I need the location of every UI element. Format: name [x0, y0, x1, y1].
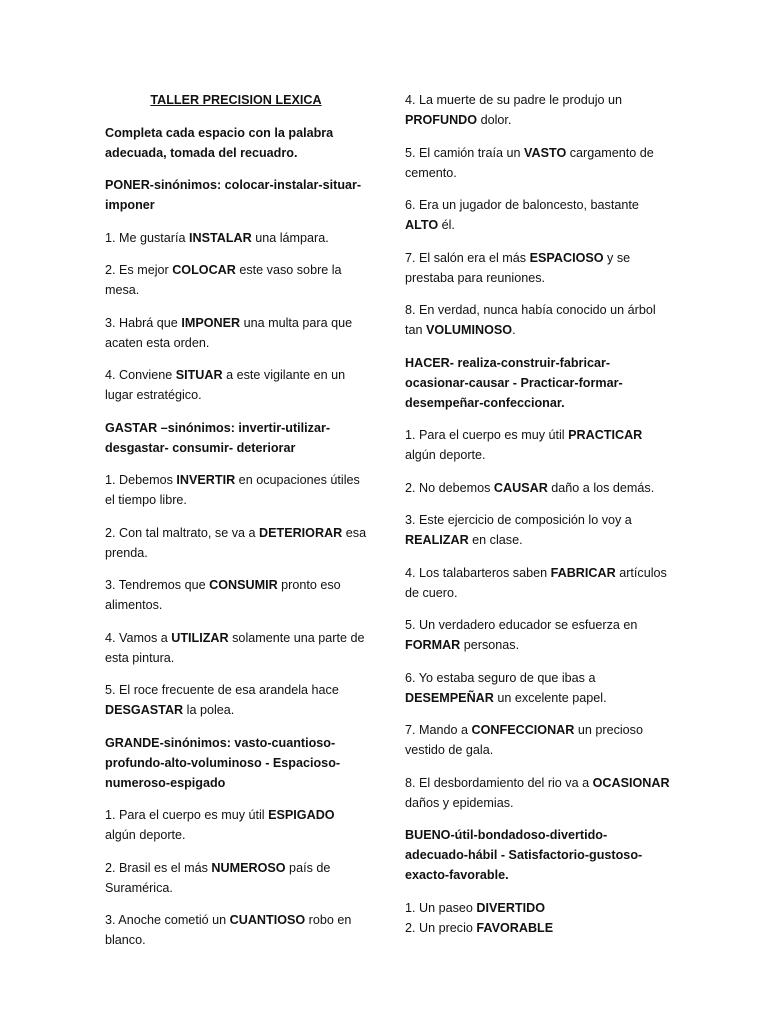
paragraph-text: cargamento de cemento. — [405, 145, 654, 180]
paragraph-text: la polea. — [183, 703, 235, 717]
answer-word: FAVORABLE — [476, 920, 554, 935]
exercise-paragraph — [105, 470, 367, 510]
answer-word: DESGASTAR — [105, 703, 184, 717]
paragraph-text: . — [512, 323, 516, 337]
exercise-paragraph — [405, 563, 670, 603]
paragraph-text: en ocupaciones útiles el tiempo libre. — [105, 473, 360, 507]
answer-word: ESPIGADO — [268, 808, 335, 822]
paragraph-text: 1. Para el cuerpo es muy útil — [405, 428, 569, 442]
exercise-paragraph — [105, 680, 367, 720]
exercise-paragraph — [405, 918, 670, 938]
answer-word: INSTALAR — [189, 230, 252, 245]
paragraph-text: 4. Conviene — [105, 368, 176, 382]
answer-word: FORMAR — [405, 638, 461, 652]
paragraph-text: un precioso vestido de gala. — [405, 723, 643, 757]
answer-word: CONSUMIR — [209, 578, 278, 592]
answer-word: PROFUNDO — [405, 113, 478, 127]
answer-word: UTILIZAR — [171, 630, 229, 645]
answer-word: ESPACIOSO — [529, 250, 604, 265]
answer-word: Completa cada espacio con la palabra adecuada, tomada del recuadro. — [105, 125, 334, 160]
answer-word: CAUSAR — [493, 480, 548, 495]
exercise-paragraph — [105, 123, 367, 163]
paragraph-text: 3. Tendremos que — [105, 578, 210, 592]
paragraph-text: solamente una parte de esta pintura. — [105, 630, 365, 665]
paragraph-text: 2. Es mejor — [105, 263, 173, 277]
paragraph-text: 4. Vamos a — [105, 630, 172, 645]
answer-word: HACER- realiza-construir-fabricar-ocasionar-causar - Practicar-formar-desempeñar-confeccionar. — [405, 355, 623, 410]
paragraph-text: 8. En verdad, nunca había conocido un árbol tan — [405, 303, 656, 337]
paragraph-text: a este vigilante en un lugar estratégico. — [105, 368, 346, 402]
paragraph-text: 1. Para el cuerpo es muy útil — [105, 808, 269, 822]
exercise-paragraph — [405, 773, 670, 813]
answer-word: FABRICAR — [550, 565, 616, 580]
paragraph-text: 8. El desbordamiento del rio va a — [405, 775, 593, 790]
answer-word: GASTAR –sinónimos: invertir-utilizar-desgastar- consumir- deteriorar — [105, 420, 331, 455]
paragraph-text: 2. Brasil es el más — [105, 860, 212, 875]
paragraph-text: robo en blanco. — [105, 913, 352, 947]
exercise-paragraph — [405, 825, 670, 885]
answer-word: DETERIORAR — [259, 525, 343, 540]
exercise-paragraph — [405, 195, 670, 235]
paragraph-text: 5. El camión traía un — [405, 145, 525, 160]
paragraph-text: 7. Mando a — [405, 723, 472, 737]
paragraph-text: 1. Debemos — [105, 473, 177, 487]
paragraph-text: algún deporte. — [405, 448, 486, 462]
exercise-paragraph — [105, 313, 367, 353]
paragraph-text: 5. Un verdadero educador se esfuerza en — [405, 618, 638, 632]
answer-word: CONFECCIONAR — [471, 723, 575, 737]
exercise-paragraph — [105, 805, 367, 845]
paragraph-text: 7. El salón era el más — [405, 250, 530, 265]
paragraph-text: 3. Anoche cometió un — [105, 913, 230, 927]
answer-word: PONER-sinónimos: colocar-instalar-situar-imponer — [105, 178, 362, 212]
paragraph-text: 1. Un paseo — [405, 900, 477, 915]
left-column — [105, 90, 367, 963]
paragraph-text: y se prestaba para reuniones. — [405, 250, 631, 285]
paragraph-text: 2. Un precio — [405, 920, 477, 935]
exercise-paragraph — [405, 425, 670, 465]
answer-word: PRACTICAR — [568, 428, 643, 442]
exercise-paragraph — [405, 90, 670, 130]
paragraph-text: 2. No debemos — [405, 480, 494, 495]
paragraph-text: 1. Me gustaría — [105, 230, 189, 245]
paragraph-text: 6. Era un jugador de baloncesto, bastante — [405, 198, 639, 212]
exercise-paragraph — [105, 365, 367, 405]
paragraph-text: este vaso sobre la mesa. — [105, 263, 342, 297]
paragraph-text: esa prenda. — [105, 525, 367, 560]
answer-word: REALIZAR — [405, 533, 469, 547]
exercise-paragraph — [105, 523, 367, 563]
exercise-paragraph — [405, 898, 670, 918]
paragraph-text: artículos de cuero. — [405, 565, 667, 600]
exercise-paragraph — [405, 300, 670, 340]
paragraph-text: daños y epidemias. — [405, 795, 514, 810]
exercise-paragraph — [105, 858, 367, 898]
answer-word: DESEMPEÑAR — [405, 690, 494, 705]
exercise-paragraph — [405, 143, 670, 183]
answer-word: VASTO — [524, 145, 567, 160]
exercise-paragraph — [105, 628, 367, 668]
paragraph-text: pronto eso alimentos. — [105, 578, 341, 612]
answer-word: IMPONER — [181, 315, 241, 330]
paragraph-text: algún deporte. — [105, 828, 186, 842]
paragraph-text: 2. Con tal maltrato, se va a — [105, 525, 259, 540]
paragraph-text: una lámpara. — [251, 230, 329, 245]
paragraph-text: 4. La muerte de su padre le produjo un — [405, 93, 623, 107]
paragraph-text: 4. Los talabarteros saben — [405, 565, 551, 580]
answer-word: TALLER PRECISION LEXICA — [150, 93, 322, 107]
exercise-paragraph — [105, 175, 367, 215]
exercise-paragraph — [405, 353, 670, 413]
paragraph-text: él. — [438, 218, 455, 232]
answer-word: OCASIONAR — [592, 775, 670, 790]
paragraph-text: personas. — [460, 638, 520, 652]
paragraph-text: 5. El roce frecuente de esa arandela hace — [105, 683, 339, 697]
answer-word: CUANTIOSO — [229, 913, 306, 927]
exercise-paragraph — [405, 720, 670, 760]
paragraph-text: daño a los demás. — [547, 480, 655, 495]
answer-word: NUMEROSO — [211, 860, 286, 875]
answer-word: DIVERTIDO — [476, 900, 545, 915]
answer-word: SITUAR — [175, 368, 223, 382]
exercise-paragraph — [105, 260, 367, 300]
paragraph-text: país de Suramérica. — [105, 860, 331, 895]
paragraph-text: 6. Yo estaba seguro de que ibas a — [405, 670, 596, 685]
page-title — [105, 90, 367, 110]
exercise-paragraph — [105, 575, 367, 615]
paragraph-text: un excelente papel. — [493, 690, 607, 705]
exercise-paragraph — [405, 248, 670, 288]
paragraph-text: una multa para que acaten esta orden. — [105, 315, 353, 350]
paragraph-text: 3. Habrá que — [105, 315, 182, 330]
exercise-paragraph — [105, 910, 367, 950]
exercise-paragraph — [405, 510, 670, 550]
answer-word: BUENO-útil-bondadoso-divertido-adecuado-hábil - Satisfactorio-gustoso-exacto-favorable. — [405, 828, 643, 882]
answer-word: VOLUMINOSO — [426, 323, 513, 337]
answer-word: GRANDE-sinónimos: vasto-cuantioso-profundo-alto-voluminoso - Espacioso-numeroso-espigado — [105, 735, 341, 790]
exercise-paragraph — [405, 615, 670, 655]
exercise-paragraph — [105, 228, 367, 248]
paragraph-text: 3. Este ejercicio de composición lo voy a — [405, 513, 632, 527]
exercise-paragraph — [105, 418, 367, 458]
right-column — [405, 90, 670, 938]
answer-word: ALTO — [405, 218, 439, 232]
answer-word: INVERTIR — [176, 473, 236, 487]
paragraph-text: dolor. — [477, 113, 512, 127]
paragraph-text: en clase. — [468, 533, 523, 547]
exercise-paragraph — [405, 478, 670, 498]
exercise-paragraph — [405, 668, 670, 708]
answer-word: COLOCAR — [172, 263, 236, 277]
exercise-paragraph — [105, 733, 367, 793]
